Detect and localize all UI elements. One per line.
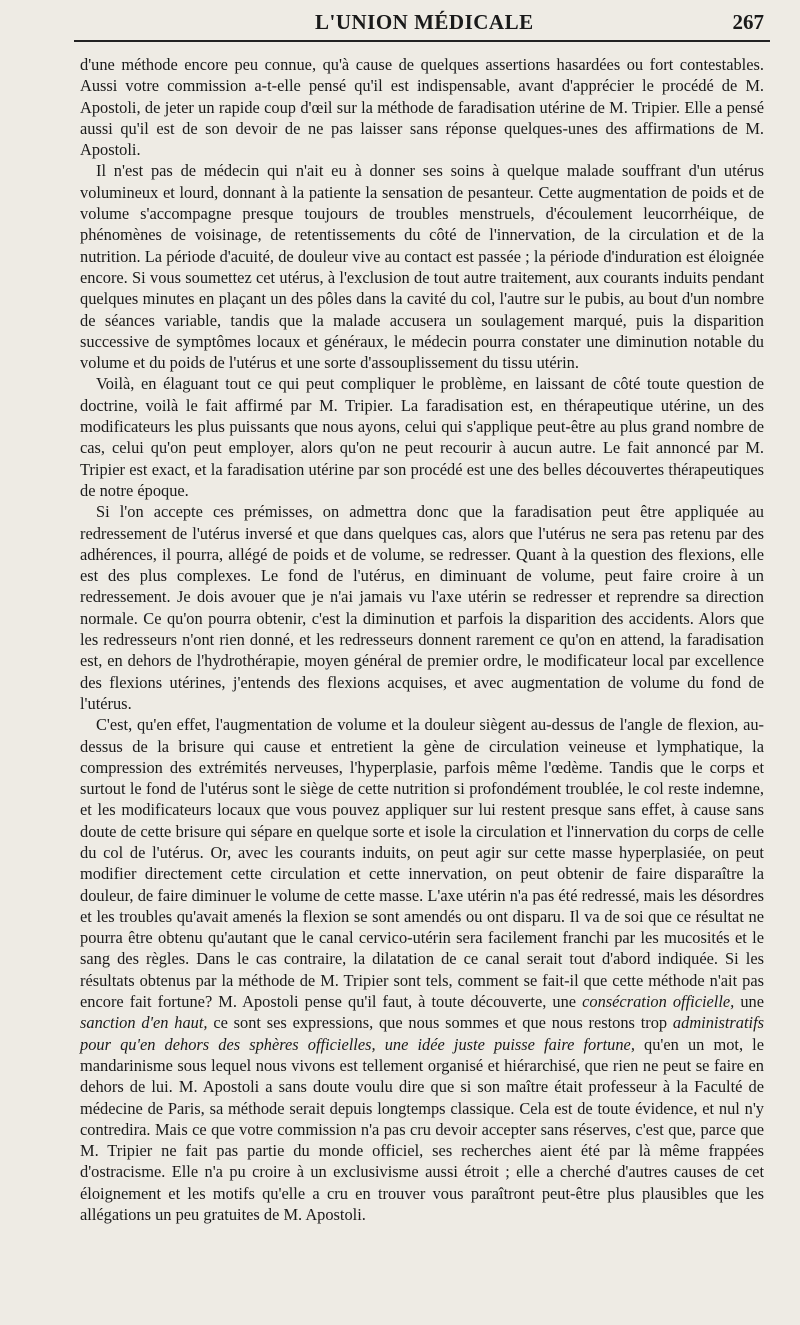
paragraph-text: Il n'est pas de médecin qui n'ait eu à donner ses soins à quelque malade souffrant d'un utérus volumineux et lourd, donnant à la patiente la sensation de pesanteur. Cette augmentation de poids et de volume s'accompagne presque toujours de troubles menstruels, d'écoulement leucorrhéique, de phénomènes de voisinage, de retentissements du côté de l'innervation, de la circulation et de la nutrition. La période d'acuité, de douleur vive au contact est passée ; la période d'induration est éloignée encore. Si vous soumettez cet utérus, à l'exclusion de tout autre traitement, aux courants induits pendant quelques minutes en plaçant un des pôles dans la cavité du col, l'autre sur le pubis, au bout d'un nombre de séances variable, tandis que la malade accusera un soulagement marqué, puis la disparition successive de symptômes locaux et généraux, le médecin pourra constater une diminution notable du volume et du poids de l'utérus et une sorte d'assouplissement du tissu utérin. (80, 161, 764, 373)
article-body (80, 54, 764, 1225)
paragraph-text: Si l'on accepte ces prémisses, on admettra donc que la faradisation peut être appliquée au redressement de l'utérus inversé et que dans quelques cas, alors que l'utérus ne sera pas retenu par des adhérences, il pourra, allégé de poids et de volume, se redresser. Quant à la question des flexions, elle est des plus complexes. Le fond de l'utérus, en diminuant de volume, peut faire croire à un redressement. Je dois avouer que je n'ai jamais vu l'axe utérin se redresser et reprendre sa direction normale. Ce qu'on pourra obtenir, c'est la diminution et parfois la disparition des accidents. Alors que les redresseurs n'ont rien donné, et les redresseurs donnent rarement ce qu'on en attend, la faradisation est, en dehors de l'hydrothérapie, moyen général de premier ordre, le modificateur local par excellence des flexions utérines, j'entends des flexions acquises, et avec augmentation de volume du fond de l'utérus. (80, 502, 764, 713)
running-title: L'UNION MÉDICALE (315, 10, 534, 34)
italic-text: consécration officielle, (582, 992, 735, 1012)
paragraph-text: ce sont ses expressions, que nous sommes et que nous restons trop (207, 1013, 673, 1033)
paragraph (80, 501, 764, 714)
header-rule (74, 40, 770, 42)
italic-text: administratifs pour qu'en dehors des sphères officielles, une idée juste puisse faire fortune, (80, 1013, 764, 1054)
italic-text: sanction d'en haut, (80, 1013, 208, 1033)
paragraph (80, 160, 764, 373)
paragraph (80, 714, 764, 1225)
paragraph-text: qu'en un mot, le mandarinisme sous lequel nous vivons est tellement organisé et hiérarchisé, que rien ne peut se faire en dehors de lui. M. Apostoli a sans doute voulu dire que si son maître était professeur à la Faculté de médecine de Paris, sa méthode serait depuis longtemps classique. Cela est de toute évidence, et nul n'y contredira. Mais ce que votre commission n'a pas cru devoir accepter sans réserves, c'est que, parce que M. Tripier ne fait pas partie du monde officiel, ses recherches aient été par là même frappées d'ostracisme. Elle n'a pu croire à un exclusivisme aussi étroit ; elle a cherché d'autres causes de cet éloignement et les motifs qu'elle a cru en trouver vous paraîtront peut-être plus plausibles que les allégations un peu gratuites de M. Apostoli. (80, 1034, 764, 1225)
paragraph-text: une (734, 992, 765, 1012)
paragraph (80, 54, 764, 160)
paragraph-text: d'une méthode encore peu connue, qu'à cause de quelques assertions hasardées ou fort contestables. Aussi votre commission a-t-elle pensé qu'il est indispensable, avant d'apprécier le procédé de M. Apostoli, de jeter un rapide coup d'œil sur la méthode de faradisation utérine de M. Tripier. Elle a pensé aussi qu'il est de son devoir de ne pas laisser sans réponse quelques-unes des affirmations de M. Apostoli. (80, 55, 764, 160)
paragraph (80, 373, 764, 501)
page-number: 267 (732, 10, 764, 34)
paragraph-text: C'est, qu'en effet, l'augmentation de volume et la douleur siègent au-dessus de l'angle de flexion, au-dessus de la brisure qui cause et entretient la gène de circulation veineuse et lymphatique, la compression des extrémités nerveuses, l'hyperplasie, parfois même l'œdème. Tandis que le corps et surtout le fond de l'utérus sont le siège de cette nutrition si profondément troublée, le col reste indemne, et les modificateurs locaux que vous pouvez appliquer sur lui restent presque sans effet, à cause sans doute de cette brisure qui sépare en quelque sorte et isole la circulation et l'innervation du corps de celle du col de l'utérus. Or, avec les courants induits, on peut agir sur cette masse hyperplasiée, on peut modifier directement cette circulation et cette innervation, on peut obtenir de faire disparaître la douleur, de faire diminuer le volume de cette masse. L'axe utérin n'a pas été redressé, mais les désordres et les troubles qu'avait amenés la flexion se sont amendés ou ont disparu. Il va de soi que ce résultat ne pourra être obtenu qu'autant que le canal cervico-utérin sera facilement franchi par les mucosités et le sang des règles. Dans le cas contraire, la dilatation de ce canal serait tout d'abord indiquée. Si les résultats obtenus par la méthode de M. Tripier sont tels, comment se fait-il que cette méthode n'ait pas encore fait fortune? M. Apostoli pense qu'il faut, à toute découverte, une (80, 715, 764, 1012)
page-header (80, 0, 764, 40)
paragraph-text: Voilà, en élaguant tout ce qui peut compliquer le problème, en laissant de côté toute question de doctrine, voilà le fait affirmé par M. Tripier. La faradisation est, en thérapeutique utérine, un des modificateurs les plus puissants que nous ayons, celui qui s'applique peut-être au plus grand nombre de cas, celui qu'on peut employer, alors qu'on ne peut recourir à aucun autre. Le fait annoncé par M. Tripier est exact, et la faradisation utérine par son procédé est une des belles découvertes thérapeutiques de notre époque. (80, 374, 764, 500)
